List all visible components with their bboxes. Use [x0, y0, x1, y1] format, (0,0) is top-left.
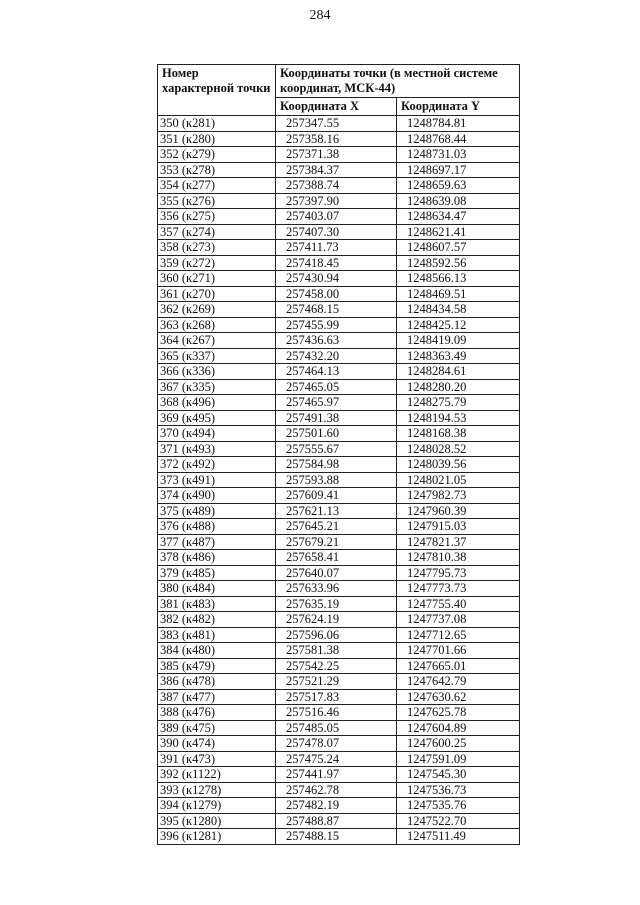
table-row: [158, 302, 520, 318]
table-row: [158, 736, 520, 752]
coordinate-y-cell: 1247755.40: [397, 596, 520, 612]
coordinate-x-cell: 257371.38: [276, 147, 397, 163]
coordinate-y-cell: 1247535.76: [397, 798, 520, 814]
table-row: [158, 488, 520, 504]
point-number-cell: 390 (к474): [158, 736, 276, 752]
coordinate-y-cell: 1248425.12: [397, 317, 520, 333]
point-number-cell: 383 (к481): [158, 627, 276, 643]
table-row: [158, 333, 520, 349]
coordinate-x-cell: 257411.73: [276, 240, 397, 256]
point-number-cell: 357 (к274): [158, 224, 276, 240]
coordinate-y-cell: 1248194.53: [397, 410, 520, 426]
table-row: [158, 612, 520, 628]
coordinate-x-cell: 257658.41: [276, 550, 397, 566]
header-coordinates: Координаты точки (в местной системе координат, МСК-44): [276, 65, 520, 98]
point-number-cell: 388 (к476): [158, 705, 276, 721]
table-row: [158, 317, 520, 333]
coordinate-y-cell: 1248028.52: [397, 441, 520, 457]
table-row: [158, 286, 520, 302]
coordinate-x-cell: 257458.00: [276, 286, 397, 302]
coordinate-y-cell: 1247821.37: [397, 534, 520, 550]
coordinate-y-cell: 1248607.57: [397, 240, 520, 256]
coordinate-x-cell: 257465.97: [276, 395, 397, 411]
table-row: [158, 829, 520, 845]
coordinate-x-cell: 257436.63: [276, 333, 397, 349]
table-header-row: [158, 65, 520, 98]
coordinate-x-cell: 257596.06: [276, 627, 397, 643]
coordinate-x-cell: 257581.38: [276, 643, 397, 659]
table-row: [158, 596, 520, 612]
coordinate-y-cell: 1247604.89: [397, 720, 520, 736]
coordinate-x-cell: 257464.13: [276, 364, 397, 380]
coordinate-x-cell: 257621.13: [276, 503, 397, 519]
table-row: [158, 209, 520, 225]
point-number-cell: 394 (к1279): [158, 798, 276, 814]
point-number-cell: 369 (к495): [158, 410, 276, 426]
coordinate-x-cell: 257491.38: [276, 410, 397, 426]
coordinate-x-cell: 257485.05: [276, 720, 397, 736]
point-number-cell: 358 (к273): [158, 240, 276, 256]
header-point-number: Номер характерной точки: [158, 65, 276, 116]
point-number-cell: 361 (к270): [158, 286, 276, 302]
point-number-cell: 365 (к337): [158, 348, 276, 364]
coordinate-x-cell: 257645.21: [276, 519, 397, 535]
table-row: [158, 271, 520, 287]
point-number-cell: 382 (к482): [158, 612, 276, 628]
point-number-cell: 370 (к494): [158, 426, 276, 442]
point-number-cell: 381 (к483): [158, 596, 276, 612]
table-row: [158, 534, 520, 550]
coordinate-x-cell: 257555.67: [276, 441, 397, 457]
table-row: [158, 395, 520, 411]
coordinate-x-cell: 257501.60: [276, 426, 397, 442]
coordinate-x-cell: 257482.19: [276, 798, 397, 814]
point-number-cell: 360 (к271): [158, 271, 276, 287]
header-coordinate-x: Координата X: [276, 98, 397, 116]
point-number-cell: 378 (к486): [158, 550, 276, 566]
table-row: [158, 705, 520, 721]
coordinate-y-cell: 1247773.73: [397, 581, 520, 597]
point-number-cell: 355 (к276): [158, 193, 276, 209]
point-number-cell: 356 (к275): [158, 209, 276, 225]
coordinate-x-cell: 257478.07: [276, 736, 397, 752]
point-number-cell: 389 (к475): [158, 720, 276, 736]
coordinate-y-cell: 1248784.81: [397, 116, 520, 132]
point-number-cell: 354 (к277): [158, 178, 276, 194]
point-number-cell: 384 (к480): [158, 643, 276, 659]
coordinate-y-cell: 1247536.73: [397, 782, 520, 798]
coordinate-x-cell: 257418.45: [276, 255, 397, 271]
table-row: [158, 116, 520, 132]
table-row: [158, 658, 520, 674]
table-row: [158, 147, 520, 163]
point-number-cell: 396 (к1281): [158, 829, 276, 845]
coordinate-y-cell: 1248566.13: [397, 271, 520, 287]
coordinate-x-cell: 257465.05: [276, 379, 397, 395]
table-row: [158, 519, 520, 535]
coordinate-y-cell: 1248434.58: [397, 302, 520, 318]
point-number-cell: 359 (к272): [158, 255, 276, 271]
point-number-cell: 377 (к487): [158, 534, 276, 550]
coordinate-x-cell: 257475.24: [276, 751, 397, 767]
table-row: [158, 767, 520, 783]
table-row: [158, 503, 520, 519]
coordinate-y-cell: 1247665.01: [397, 658, 520, 674]
table-row: [158, 674, 520, 690]
coordinate-x-cell: 257403.07: [276, 209, 397, 225]
coordinate-x-cell: 257635.19: [276, 596, 397, 612]
coordinate-x-cell: 257633.96: [276, 581, 397, 597]
coordinate-y-cell: 1248634.47: [397, 209, 520, 225]
point-number-cell: 352 (к279): [158, 147, 276, 163]
coordinates-table: [157, 64, 520, 845]
coordinate-y-cell: 1248639.08: [397, 193, 520, 209]
coordinate-x-cell: 257407.30: [276, 224, 397, 240]
coordinate-y-cell: 1247545.30: [397, 767, 520, 783]
table-row: [158, 426, 520, 442]
coordinate-y-cell: 1247600.25: [397, 736, 520, 752]
table-row: [158, 131, 520, 147]
coordinate-x-cell: 257517.83: [276, 689, 397, 705]
point-number-cell: 372 (к492): [158, 457, 276, 473]
table-body: [158, 116, 520, 845]
point-number-cell: 362 (к269): [158, 302, 276, 318]
table-row: [158, 240, 520, 256]
table-row: [158, 798, 520, 814]
coordinate-y-cell: 1248275.79: [397, 395, 520, 411]
table-row: [158, 162, 520, 178]
point-number-cell: 353 (к278): [158, 162, 276, 178]
coordinate-x-cell: 257388.74: [276, 178, 397, 194]
table-row: [158, 348, 520, 364]
coordinate-y-cell: 1247810.38: [397, 550, 520, 566]
coordinate-y-cell: 1247915.03: [397, 519, 520, 535]
coordinate-y-cell: 1248168.38: [397, 426, 520, 442]
point-number-cell: 363 (к268): [158, 317, 276, 333]
point-number-cell: 395 (к1280): [158, 813, 276, 829]
coordinate-y-cell: 1247712.65: [397, 627, 520, 643]
table-row: [158, 813, 520, 829]
table-row: [158, 472, 520, 488]
header-coordinate-y: Координата Y: [397, 98, 520, 116]
coordinate-y-cell: 1248592.56: [397, 255, 520, 271]
table-row: [158, 364, 520, 380]
coordinate-y-cell: 1248768.44: [397, 131, 520, 147]
table-row: [158, 441, 520, 457]
coordinate-x-cell: 257430.94: [276, 271, 397, 287]
coordinate-x-cell: 257462.78: [276, 782, 397, 798]
table-row: [158, 224, 520, 240]
coordinate-x-cell: 257488.15: [276, 829, 397, 845]
coordinate-x-cell: 257397.90: [276, 193, 397, 209]
point-number-cell: 375 (к489): [158, 503, 276, 519]
coordinate-y-cell: 1247591.09: [397, 751, 520, 767]
table-row: [158, 751, 520, 767]
coordinate-x-cell: 257609.41: [276, 488, 397, 504]
coordinate-y-cell: 1247625.78: [397, 705, 520, 721]
coordinate-y-cell: 1248021.05: [397, 472, 520, 488]
coordinate-y-cell: 1248621.41: [397, 224, 520, 240]
coordinate-y-cell: 1247960.39: [397, 503, 520, 519]
coordinate-x-cell: 257516.46: [276, 705, 397, 721]
coordinate-x-cell: 257468.15: [276, 302, 397, 318]
coordinate-y-cell: 1247795.73: [397, 565, 520, 581]
coordinate-x-cell: 257640.07: [276, 565, 397, 581]
table-row: [158, 457, 520, 473]
coordinate-y-cell: 1247630.62: [397, 689, 520, 705]
point-number-cell: 367 (к335): [158, 379, 276, 395]
coordinate-x-cell: 257358.16: [276, 131, 397, 147]
table-row: [158, 193, 520, 209]
coordinate-y-cell: 1248731.03: [397, 147, 520, 163]
table-row: [158, 178, 520, 194]
coordinate-y-cell: 1248284.61: [397, 364, 520, 380]
coordinate-x-cell: 257624.19: [276, 612, 397, 628]
coordinate-x-cell: 257542.25: [276, 658, 397, 674]
point-number-cell: 393 (к1278): [158, 782, 276, 798]
point-number-cell: 380 (к484): [158, 581, 276, 597]
coordinate-x-cell: 257384.37: [276, 162, 397, 178]
table-row: [158, 255, 520, 271]
point-number-cell: 366 (к336): [158, 364, 276, 380]
point-number-cell: 350 (к281): [158, 116, 276, 132]
table-row: [158, 379, 520, 395]
coordinate-y-cell: 1247701.66: [397, 643, 520, 659]
coordinate-x-cell: 257679.21: [276, 534, 397, 550]
coordinate-y-cell: 1247511.49: [397, 829, 520, 845]
coordinate-x-cell: 257593.88: [276, 472, 397, 488]
coordinate-x-cell: 257455.99: [276, 317, 397, 333]
coordinate-x-cell: 257584.98: [276, 457, 397, 473]
point-number-cell: 386 (к478): [158, 674, 276, 690]
point-number-cell: 364 (к267): [158, 333, 276, 349]
table-row: [158, 410, 520, 426]
coordinate-y-cell: 1248419.09: [397, 333, 520, 349]
coordinate-y-cell: 1247642.79: [397, 674, 520, 690]
point-number-cell: 374 (к490): [158, 488, 276, 504]
coordinate-y-cell: 1248659.63: [397, 178, 520, 194]
coordinate-y-cell: 1247737.08: [397, 612, 520, 628]
coordinate-y-cell: 1248469.51: [397, 286, 520, 302]
table-row: [158, 581, 520, 597]
table-row: [158, 550, 520, 566]
coordinate-x-cell: 257441.97: [276, 767, 397, 783]
coordinate-y-cell: 1247982.73: [397, 488, 520, 504]
point-number-cell: 387 (к477): [158, 689, 276, 705]
point-number-cell: 371 (к493): [158, 441, 276, 457]
table-row: [158, 627, 520, 643]
coordinate-y-cell: 1248363.49: [397, 348, 520, 364]
coordinate-x-cell: 257347.55: [276, 116, 397, 132]
coordinate-x-cell: 257521.29: [276, 674, 397, 690]
point-number-cell: 379 (к485): [158, 565, 276, 581]
table-row: [158, 720, 520, 736]
page-number: 284: [309, 8, 331, 23]
point-number-cell: 385 (к479): [158, 658, 276, 674]
coordinate-y-cell: 1248039.56: [397, 457, 520, 473]
point-number-cell: 351 (к280): [158, 131, 276, 147]
point-number-cell: 373 (к491): [158, 472, 276, 488]
coordinate-y-cell: 1248280.20: [397, 379, 520, 395]
table-row: [158, 643, 520, 659]
point-number-cell: 391 (к473): [158, 751, 276, 767]
point-number-cell: 376 (к488): [158, 519, 276, 535]
table-row: [158, 782, 520, 798]
table-row: [158, 689, 520, 705]
table-row: [158, 565, 520, 581]
coordinate-x-cell: 257432.20: [276, 348, 397, 364]
point-number-cell: 368 (к496): [158, 395, 276, 411]
coordinate-y-cell: 1247522.70: [397, 813, 520, 829]
coordinate-x-cell: 257488.87: [276, 813, 397, 829]
coordinate-y-cell: 1248697.17: [397, 162, 520, 178]
point-number-cell: 392 (к1122): [158, 767, 276, 783]
